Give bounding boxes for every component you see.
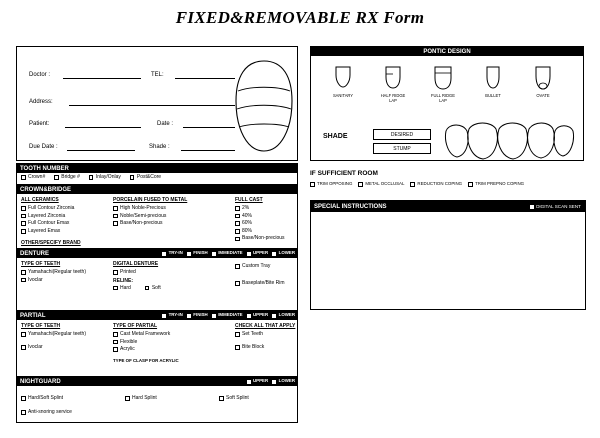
nightguard-option-3[interactable]: Anti-snoring service [21, 410, 72, 415]
checkbox-icon[interactable] [113, 347, 118, 352]
anterior-teeth-diagram [441, 119, 576, 161]
sanitary-icon [332, 65, 354, 91]
denture-option-custom-tray[interactable]: Custom Tray [235, 264, 297, 269]
ceramic-option-3[interactable]: Layered Emax [21, 229, 109, 234]
partial-tryin[interactable]: TRY-IN [162, 313, 183, 317]
checkbox-icon[interactable] [21, 214, 26, 219]
pontic-option-full-ridge-lap[interactable] [419, 65, 467, 103]
nightguard-options-row [21, 396, 295, 404]
nightguard-header [17, 377, 297, 386]
crown-bridge-col-pfm [113, 197, 231, 229]
nightguard-lower[interactable]: LOWER [272, 379, 295, 383]
checkbox-icon[interactable] [113, 340, 118, 345]
partial-col-type-of-teeth [21, 323, 109, 353]
ceramic-option-2[interactable]: Full Contour Emax [21, 221, 109, 226]
pfm-option-2[interactable]: Base/Non-precious [113, 221, 231, 226]
reline-option-soft[interactable]: Soft [145, 286, 161, 291]
denture-header [17, 249, 297, 258]
partial-type-option-0[interactable]: Cast Metal Framework [113, 332, 231, 337]
checkbox-icon[interactable] [235, 221, 240, 226]
date-label: Date : [157, 121, 174, 127]
partial-finish[interactable]: FINISH [187, 313, 208, 317]
checkbox-icon[interactable] [235, 281, 240, 286]
partial-teeth-header: TYPE OF TEETH [21, 323, 61, 329]
treatment-form-table [16, 163, 298, 423]
checkbox-icon[interactable] [113, 221, 118, 226]
suff-option-3[interactable]: TRIM PREPNO COPING [468, 182, 524, 187]
checkbox-icon[interactable] [89, 175, 94, 180]
tel-field[interactable] [175, 78, 235, 79]
checkbox-icon[interactable] [113, 270, 118, 275]
address-label: Address: [29, 99, 53, 105]
fullcast-option-3[interactable]: 80% [235, 229, 297, 234]
tooth-option-crown[interactable]: Crown# [21, 175, 45, 180]
crown-bridge-col-all-ceramics [21, 197, 109, 236]
checkbox-icon[interactable] [212, 252, 216, 256]
denture-teeth-option-0[interactable]: Yamahachi(Regular teeth) [21, 270, 109, 275]
partial-title: PARTIAL [20, 312, 46, 319]
due-date-label: Due Date : [29, 144, 58, 150]
checkbox-icon[interactable] [21, 270, 26, 275]
fullcast-option-2[interactable]: 60% [235, 221, 297, 226]
date-field[interactable] [183, 127, 235, 128]
reline-header: RELINE: [113, 277, 133, 284]
checkbox-icon[interactable] [113, 214, 118, 219]
tooth-option-inlay-onlay[interactable]: Inlay/Onlay [89, 175, 121, 180]
full-ridge-lap-icon [432, 65, 454, 91]
fullcast-option-1[interactable]: 40% [235, 214, 297, 219]
pontic-label-4: OVATE [536, 93, 550, 98]
checkbox-icon[interactable] [113, 206, 118, 211]
tel-label: TEL: [151, 72, 164, 78]
address-field[interactable] [69, 105, 235, 106]
digital-denture-header: DIGITAL DENTURE [113, 261, 159, 267]
ovate-icon [532, 65, 554, 91]
denture-col-type-of-teeth [21, 261, 109, 285]
checkbox-icon[interactable] [113, 286, 118, 291]
checkbox-icon[interactable] [410, 182, 415, 187]
desired-label: DESIRED [390, 131, 414, 138]
checkbox-icon[interactable] [235, 264, 240, 269]
pontic-label-0: SANITARY [332, 93, 354, 98]
nightguard-title: NIGHTGUARD [20, 378, 61, 385]
ceramic-option-0[interactable]: Full Contour Zirconia [21, 206, 109, 211]
other-specify-brand-label: OTHER/SPECIFY BRAND [21, 240, 81, 246]
pontic-design-panel [310, 46, 584, 161]
checkbox-icon[interactable] [272, 252, 276, 256]
denture-col-extras [235, 261, 297, 289]
special-instructions-input[interactable] [315, 215, 581, 305]
half-ridge-lap-icon [382, 65, 404, 91]
checkbox-icon[interactable] [272, 380, 276, 384]
checkbox-icon[interactable] [21, 221, 26, 226]
checkbox-icon[interactable] [235, 345, 240, 350]
partial-apply-bite-block[interactable]: Bite Block [235, 345, 297, 350]
shade-field[interactable] [181, 150, 235, 151]
checkbox-icon[interactable] [21, 206, 26, 211]
checkbox-icon[interactable] [145, 286, 150, 291]
stump-label: STUMP [393, 145, 411, 152]
partial-apply-set-teeth[interactable]: Set Teeth [235, 332, 297, 337]
partial-upper[interactable]: UPPER [247, 313, 269, 317]
denture-teeth-option-1[interactable]: Ivoclar [21, 278, 109, 283]
shade-section-label: SHADE [323, 133, 348, 140]
clasp-type-label: TYPE OF CLASP FOR ACRYLIC [113, 358, 179, 364]
bullet-icon [482, 65, 504, 91]
pontic-option-sanitary[interactable] [319, 65, 367, 99]
checkbox-icon[interactable] [130, 175, 135, 180]
crown-bridge-header: CROWN&BRIDGE [17, 185, 297, 194]
pontic-label-2b: LAP [439, 97, 447, 103]
denture-finish[interactable]: FINISH [187, 251, 208, 255]
checkbox-icon[interactable] [54, 175, 59, 180]
checkbox-icon[interactable] [21, 332, 26, 337]
checkbox-icon[interactable] [162, 252, 166, 256]
patient-field[interactable] [65, 127, 141, 128]
fullcast-option-4[interactable]: Base/Non-precious [235, 236, 297, 241]
pfm-header: PORCELAIN FUSED TO METAL [113, 197, 188, 203]
nightguard-option-1[interactable]: Hard Splint [125, 396, 219, 401]
fullcast-option-0[interactable]: 2% [235, 206, 297, 211]
tooth-option-post-core[interactable]: Post&Core [130, 175, 161, 180]
checkbox-icon[interactable] [235, 332, 240, 337]
checkbox-icon[interactable] [21, 278, 26, 283]
checkbox-icon[interactable] [272, 314, 276, 318]
full-cast-header: FULL CAST [235, 197, 263, 203]
checkbox-icon[interactable] [212, 314, 216, 318]
denture-tryin[interactable]: TRY-IN [162, 251, 183, 255]
pfm-option-1[interactable]: Noble/Semi-precious [113, 214, 231, 219]
pontic-label-1b: LAP [389, 97, 397, 103]
partial-type-option-2[interactable]: Acrylic [113, 347, 231, 352]
type-of-partial-header: TYPE OF PARTIAL [113, 323, 158, 329]
denture-lower[interactable]: LOWER [272, 251, 295, 255]
pontic-label-1: HALF RIDGE [380, 93, 406, 98]
digital-denture-option-printed[interactable]: Printed [113, 270, 231, 275]
pontic-design-title: PONTIC DESIGN [311, 47, 583, 56]
tooth-number-header: TOOTH NUMBER [17, 164, 297, 173]
checkbox-icon[interactable] [21, 229, 26, 234]
sufficient-room-options [310, 182, 592, 187]
checkbox-icon[interactable] [530, 205, 534, 209]
doctor-field[interactable] [63, 78, 141, 79]
suff-option-1[interactable]: METAL OCCLUSAL [358, 182, 404, 187]
pontic-option-half-ridge-lap[interactable] [369, 65, 417, 103]
tooth-number-options [21, 175, 295, 183]
denture-upper[interactable]: UPPER [247, 251, 269, 255]
checkbox-icon[interactable] [235, 237, 240, 242]
checkbox-icon[interactable] [125, 396, 130, 401]
checkbox-icon[interactable] [247, 252, 251, 256]
stump-shade-field[interactable] [373, 143, 431, 154]
partial-teeth-option-1[interactable]: Ivoclar [21, 345, 109, 350]
special-instructions-panel [310, 200, 586, 310]
checkbox-icon[interactable] [162, 314, 166, 318]
due-date-field[interactable] [67, 150, 135, 151]
checkbox-icon[interactable] [235, 214, 240, 219]
checkbox-icon[interactable] [468, 182, 473, 187]
nightguard-option-2[interactable]: Soft Splint [219, 396, 249, 401]
partial-lower[interactable]: LOWER [272, 313, 295, 317]
checkbox-icon[interactable] [358, 182, 363, 187]
partial-teeth-option-0[interactable]: Yamahachi(Regular teeth) [21, 332, 109, 337]
checkbox-icon[interactable] [247, 314, 251, 318]
special-instructions-header [311, 201, 585, 212]
denture-immediate[interactable]: IMMEDIATE [212, 251, 243, 255]
partial-type-option-1[interactable]: Flexible [113, 340, 231, 345]
checkbox-icon[interactable] [187, 252, 191, 256]
all-ceramics-header: ALL CERAMICS [21, 197, 59, 203]
nightguard-upper[interactable]: UPPER [247, 379, 269, 383]
checkbox-icon[interactable] [310, 182, 315, 187]
denture-teeth-header: TYPE OF TEETH [21, 261, 61, 267]
arch-diagram [229, 57, 299, 157]
pontic-label-2: FULL RIDGE [431, 93, 455, 98]
page-title: FIXED&REMOVABLE RX Form [175, 8, 425, 27]
suff-option-2[interactable]: REDUCTION COPING [410, 182, 462, 187]
partial-col-check-all [235, 323, 297, 353]
denture-title: DENTURE [20, 250, 50, 257]
doctor-label: Doctor : [29, 72, 51, 78]
checkbox-icon[interactable] [21, 345, 26, 350]
checkbox-icon[interactable] [235, 229, 240, 234]
checkbox-icon[interactable] [113, 332, 118, 337]
pfm-option-0[interactable]: High Noble-Precious [113, 206, 231, 211]
special-instructions-title: SPECIAL INSTRUCTIONS [314, 203, 387, 210]
shade-label: Shade : [149, 144, 170, 150]
checkbox-icon[interactable] [21, 410, 26, 415]
partial-col-type-of-partial [113, 323, 231, 363]
pontic-label-3: BULLET [485, 93, 501, 98]
checkbox-icon[interactable] [235, 206, 240, 211]
sufficient-room-title: IF SUFFICIENT ROOM [310, 170, 378, 177]
denture-option-baseplate[interactable]: Baseplate/Bite Rim [235, 281, 297, 286]
tooth-option-bridge[interactable]: Bridge # [54, 175, 80, 180]
check-all-header: CHECK ALL THAT APPLY [235, 323, 296, 329]
nightguard-option-0[interactable]: Hard/Soft Splint [21, 396, 125, 401]
patient-info-block [16, 46, 298, 161]
patient-label: Patient: [29, 121, 50, 127]
reline-option-hard[interactable]: Hard [113, 286, 131, 291]
crown-bridge-col-full-cast [235, 197, 297, 244]
pontic-option-bullet[interactable] [469, 65, 517, 99]
desired-shade-field[interactable] [373, 129, 431, 140]
checkbox-icon[interactable] [187, 314, 191, 318]
checkbox-icon[interactable] [247, 380, 251, 384]
partial-immediate[interactable]: IMMEDIATE [212, 313, 243, 317]
checkbox-icon[interactable] [21, 396, 26, 401]
denture-col-digital [113, 261, 231, 293]
suff-option-0[interactable]: TRIM OPPOSING [310, 182, 352, 187]
digital-scan-sent-option[interactable]: DIGITAL SCAN SENT [530, 204, 581, 209]
nightguard-option-3-row [21, 410, 72, 418]
partial-header [17, 311, 297, 320]
ceramic-option-1[interactable]: Layered Zirconia [21, 214, 109, 219]
checkbox-icon[interactable] [219, 396, 224, 401]
pontic-option-ovate[interactable] [519, 65, 567, 99]
checkbox-icon[interactable] [21, 175, 26, 180]
